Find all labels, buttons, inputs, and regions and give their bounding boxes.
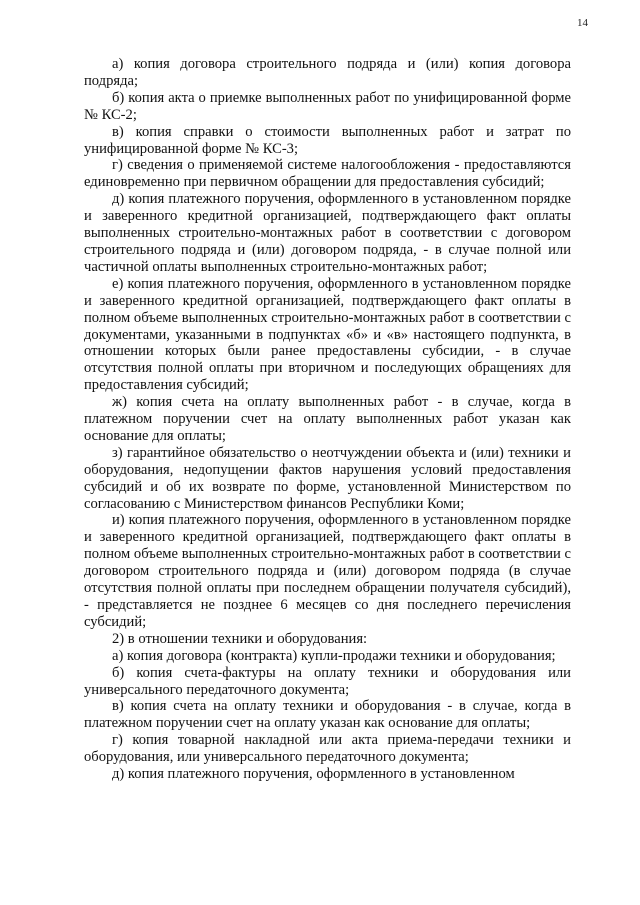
paragraph-2d: г) копия товарной накладной или акта приема-передачи техники и оборудования, или универсального передаточного документа; [84,732,571,766]
paragraph-1h: з) гарантийное обязательство о неотчуждении объекта и (или) техники и оборудования, недопущении фактов нарушения условий предоставления субсидий и об их возврате по форме, установленной Министерством по согласованию с Министерством финансов Республики Коми; [84,444,571,512]
paragraph-1g: ж) копия счета на оплату выполненных работ - в случае, когда в платежном поручении счет на оплату выполненных работ указан как основание для оплаты; [84,394,571,444]
paragraph-1a: а) копия договора строительного подряда и (или) копия договора подряда; [84,56,571,89]
section-2-heading: 2) в отношении техники и оборудования: [112,630,368,647]
paragraph-1e: д) копия платежного поручения, оформленного в установленном порядке и заверенного кредитной организацией, подтверждающего факт оплаты выполненных строительно-монтажных работ в соответствии с договором строительного подряда и (или) договором подряда, - в случае полной или частичной оплаты выполненных строительно-монтажных работ; [84,191,571,275]
paragraph-1d: г) сведения о применяемой системе налогообложения - предоставляются единовременно при первичном обращении для предоставления субсидий; [84,157,571,191]
document-body [84,56,571,783]
paragraph-1b: б) копия акта о приемке выполненных работ по унифицированной форме № КС-2; [84,89,571,123]
paragraph-2a: а) копия договора (контракта) купли-продажи техники и оборудования; [112,647,556,664]
paragraph-1i: и) копия платежного поручения, оформленного в установленном порядке и заверенного кредитной организацией, подтверждающего факт оплаты в полном объеме выполненных строительно-монтажных работ в соответствии с договором строительного подряда и (или) договором подряда (в случае отсутствия полной оплаты при последнем обращении получателя субсидий), - представляется не позднее 6 месяцев со дня последнего перечисления субсидий; [84,512,571,630]
paragraph-2b: б) копия счета-фактуры на оплату техники и оборудования или универсального передаточного документа; [84,664,571,698]
paragraph-1f: е) копия платежного поручения, оформленного в установленном порядке и заверенного кредитной организацией, подтверждающего факт оплаты в полном объеме выполненных строительно-монтажных работ в соответствии с документами, указанными в подпунктах «б» и «в» настоящего подпункта, в отношении которых были ранее предоставлены субсидии, - в случае отсутствия полной оплаты при вторичном и последующих обращениях для предоставления субсидий; [84,275,571,394]
paragraph-2e: д) копия платежного поручения, оформленного в установленном [112,766,515,783]
paragraph-2c: в) копия счета на оплату техники и оборудования - в случае, когда в платежном поручении счет на оплату указан как основание для оплаты; [84,698,571,732]
paragraph-1c: в) копия справки о стоимости выполненных работ и затрат по унифицированной форме № КС-3; [84,123,571,157]
page-number: 14 [577,17,588,29]
